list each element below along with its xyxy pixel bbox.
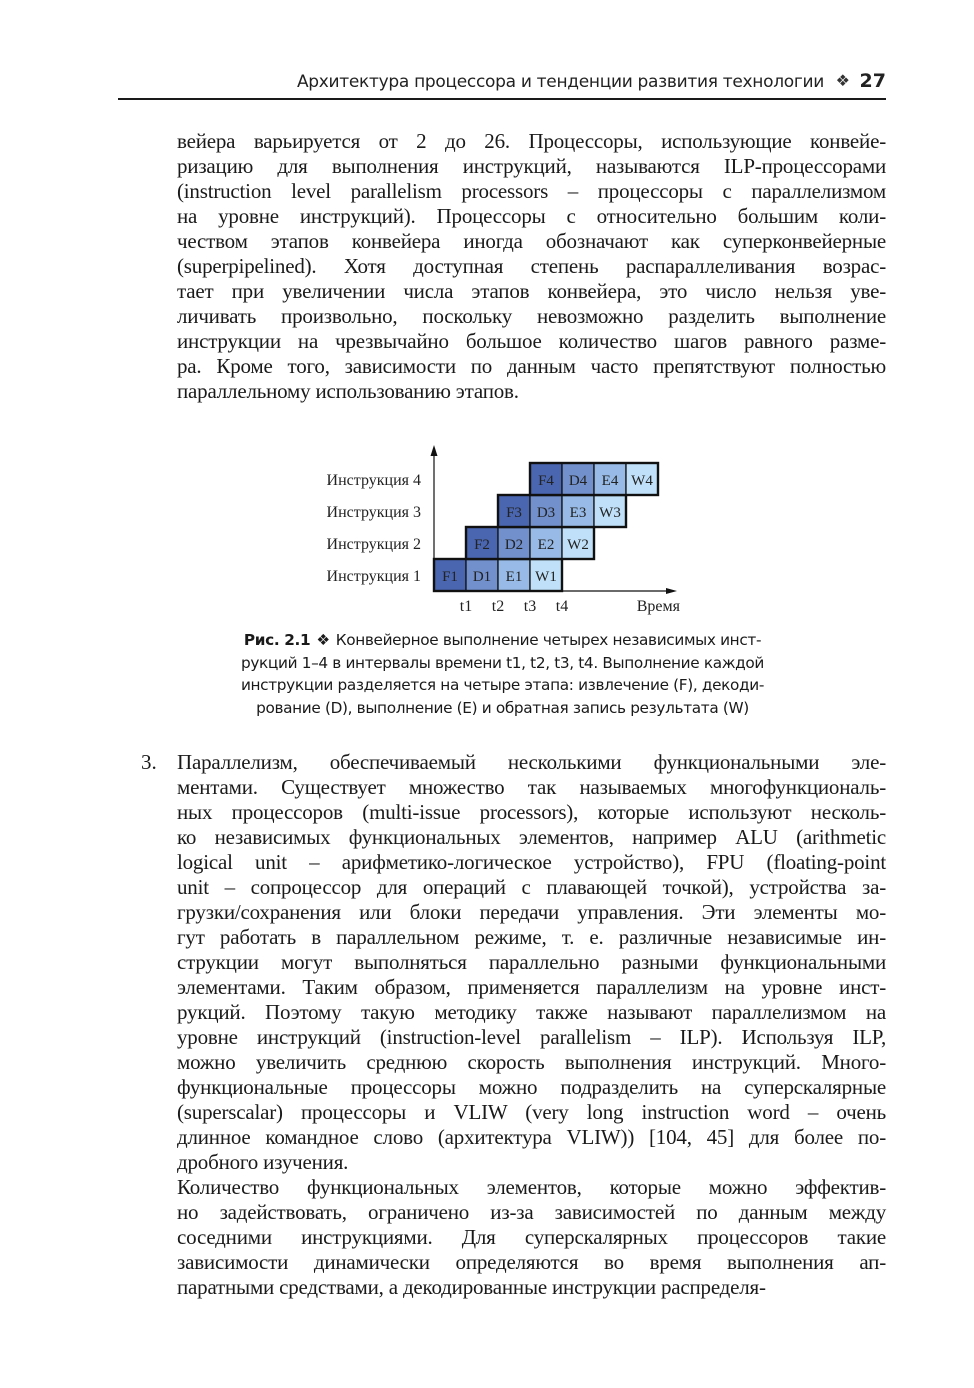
- text-line: рукций. Поэтому такую методику также называют параллелизмом на: [177, 1000, 886, 1024]
- figure-label: Рис. 2.1: [243, 631, 311, 649]
- running-title: Архитектура процессора и тенденции развития технологии: [296, 72, 824, 92]
- ornament-icon: ❖: [835, 71, 850, 90]
- caption-line: [230, 697, 775, 720]
- text-line: но задействовать, ограничено из-за зависимостей по данным между: [177, 1200, 886, 1224]
- text-line: (instruction level parallelism processors – процессоры с параллелизмом: [177, 179, 886, 203]
- caption-line: [230, 674, 775, 697]
- text-line: функциональные процессоры можно подразделить на суперскалярные: [177, 1075, 886, 1099]
- text-line: Параллелизм, обеспечиваемый несколькими функциональными эле-: [177, 750, 886, 774]
- stage-label: D2: [504, 537, 524, 553]
- caption-text: Конвейерное выполнение четырех независимых инст-: [335, 631, 762, 649]
- list-number: 3.: [141, 750, 157, 774]
- text-line: соседними инструкциями. Для суперскалярных процессоров такие: [177, 1225, 886, 1249]
- pipeline-diagram: [300, 440, 700, 620]
- text-line: чеством этапов конвейера иногда обозначают как суперконвейерные: [177, 229, 886, 253]
- stage-label: W2: [567, 537, 589, 553]
- x-tick-label: t1: [459, 598, 473, 615]
- stage-label: F2: [474, 537, 490, 553]
- stage-label: E2: [537, 537, 555, 553]
- ornament-icon: ❖: [316, 631, 330, 649]
- text-line: длинное командное слово (архитектура VLIW)) [104, 45] для более по-: [177, 1125, 886, 1149]
- stage-label: E1: [505, 569, 523, 585]
- row-label: Инструкция 2: [326, 536, 421, 553]
- text-line: ризацию для выполнения инструкций, называются ILP-процессорами: [177, 154, 886, 178]
- figure-caption: [230, 629, 775, 719]
- text-line: гут работать в параллельном режиме, т. е. различные независимые ин-: [177, 925, 886, 949]
- text-line: паратными средствами, а декодированные инструкции распределя-: [177, 1275, 766, 1299]
- text-line: на уровне инструкций). Процессоры с относительно большим коли-: [177, 204, 886, 228]
- stage-label: F4: [538, 473, 554, 489]
- paragraph-1: [177, 129, 886, 404]
- caption-line: [230, 652, 775, 675]
- x-tick-label: t2: [491, 598, 505, 615]
- text-line: уровне инструкций (instruction-level parallelism – ILP). Используя ILP,: [177, 1025, 886, 1049]
- text-line: (superscalar) процессоры и VLIW (very long instruction word – очень: [177, 1100, 886, 1124]
- text-line: logical unit – арифметико-логическое устройство), FPU (floating-point: [177, 850, 886, 874]
- x-axis-label: Время: [636, 598, 680, 615]
- text-line: ра. Кроме того, зависимости по данным часто препятствуют полностью: [177, 354, 886, 378]
- text-line: ментами. Существует множество так называемых многофункциональ-: [177, 775, 886, 799]
- text-line: параллельному использованию этапов.: [177, 379, 519, 403]
- row-label: Инструкция 4: [326, 472, 421, 489]
- text-line: элементами. Таким образом, применяется параллелизм на уровне инст-: [177, 975, 886, 999]
- text-line: личивать произвольно, поскольку невозможно разделить выполнение: [177, 304, 886, 328]
- text-line: ко независимых функциональных элементов, например ALU (arithmetic: [177, 825, 886, 849]
- x-tick-label: t3: [523, 598, 537, 615]
- row-label: Инструкция 1: [326, 568, 421, 585]
- text-line: грузки/сохранения или блоки передачи управления. Эти элементы мо-: [177, 900, 886, 924]
- stage-label: W1: [535, 569, 557, 585]
- stage-label: W4: [631, 473, 653, 489]
- text-line: тает при увеличении числа этапов конвейера, это число нельзя уве-: [177, 279, 886, 303]
- text-line: unit – сопроцессор для операций с плавающей точкой), устройства за-: [177, 875, 886, 899]
- stage-label: D3: [536, 505, 556, 521]
- caption-text: рование (D), выполнение (E) и обратная запись результата (W): [256, 698, 749, 717]
- text-line: Количество функциональных элементов, которые можно эффектив-: [177, 1175, 886, 1199]
- text-line: дробного изучения.: [177, 1150, 349, 1174]
- running-header: [118, 70, 886, 100]
- text-line: вейера варьируется от 2 до 26. Процессоры, использующие конвейе-: [177, 129, 886, 153]
- caption-text: инструкции разделяется на четыре этапа: извлечение (F), декоди-: [240, 676, 765, 694]
- row-label: Инструкция 3: [326, 504, 421, 521]
- x-axis-arrow-icon: [666, 588, 677, 594]
- text-line: инструкции на чрезвычайно большое количество шагов равного разме-: [177, 329, 886, 353]
- y-axis-arrow-icon: [431, 445, 438, 456]
- stage-label: D4: [568, 473, 588, 489]
- caption-text: рукций 1–4 в интервалы времени t1, t2, t3, t4. Выполнение каждой: [240, 653, 764, 672]
- text-line: можно увеличить среднюю скорость выполнения инструкций. Много-: [177, 1050, 886, 1074]
- x-tick-label: t4: [555, 598, 569, 615]
- stage-label: D1: [472, 569, 492, 585]
- text-line: зависимости динамически определяются во время выполнения ап-: [177, 1250, 886, 1274]
- pipeline-figure: [300, 440, 700, 620]
- text-line: (superpipelined). Хотя доступная степень распараллеливания возрас-: [177, 254, 886, 278]
- stage-label: E4: [601, 473, 619, 489]
- text-line: струкции могут выполняться параллельно разными функциональными: [177, 950, 886, 974]
- page-number: 27: [859, 70, 886, 92]
- caption-line: [230, 629, 775, 652]
- stage-label: F1: [442, 569, 458, 585]
- stage-label: F3: [506, 505, 522, 521]
- stage-label: W3: [599, 505, 621, 521]
- list-item-3: [177, 750, 886, 1175]
- paragraph-3: [177, 1175, 886, 1300]
- text-line: ных процессоров (multi-issue processors), которые используют несколь-: [177, 800, 886, 824]
- stage-label: E3: [569, 505, 587, 521]
